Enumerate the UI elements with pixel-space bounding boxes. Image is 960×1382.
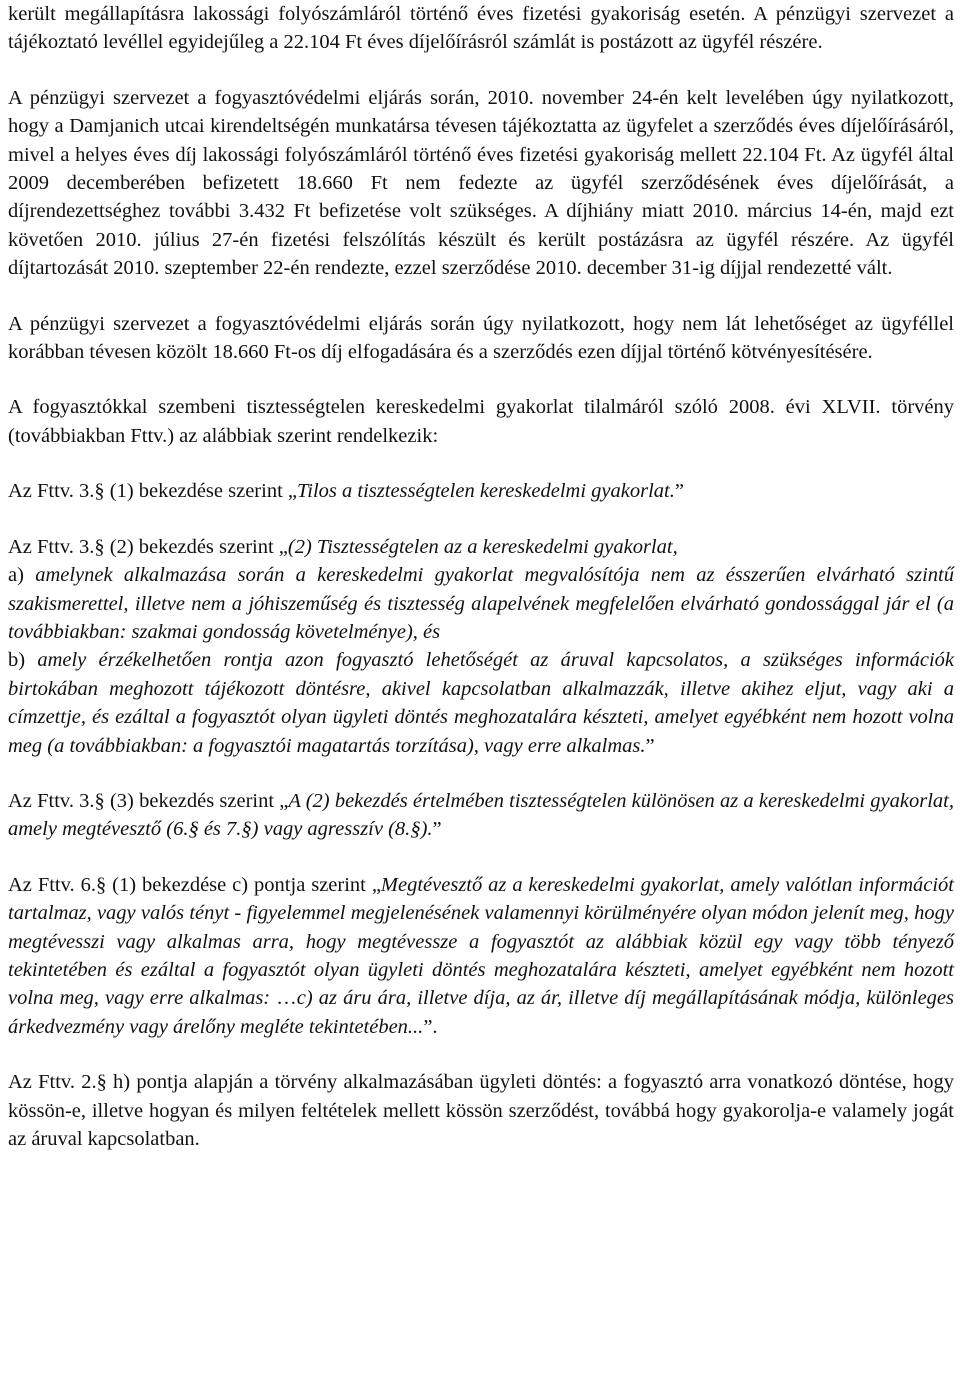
quote-fttv-3-2 bbox=[8, 533, 954, 760]
quote-fttv-3-1 bbox=[8, 477, 954, 505]
section-sign: § bbox=[94, 480, 105, 503]
law-reference: Az Fttv. 6. bbox=[8, 873, 96, 896]
point-a-text: amelynek alkalmazása során a kereskedelmi gyakorlat megvalósítója nem az ésszerűen elvárható szintű szakismerettel, illetve nem a jóhiszeműség és tisztesség alapelvének megfelelően elvárható gondossággal jár el (a továbbiakban: szakmai gondosság követelménye), és bbox=[8, 564, 954, 643]
close-quote: ” bbox=[645, 734, 655, 757]
paragraph-3: A pénzügyi szervezet a fogyasztóvédelmi eljárás során úgy nyilatkozott, hogy nem lát lehetőséget az ügyféllel korábban tévesen közölt 18.660 Ft-os díj elfogadására és a szerződés ezen díjjal történő kötvényesítésére. bbox=[8, 312, 954, 364]
paragraph-1: került megállapításra lakossági folyószámláról történő éves fizetési gyakoriság esetén. A pénzügyi szervezet a tájékoztató levéllel egyidejűleg a 22.104 Ft éves díjelőírásról számlát is postázott az ügyfél részére. bbox=[8, 3, 954, 54]
document-page bbox=[8, 0, 954, 1153]
section-sign: § bbox=[94, 535, 105, 558]
close-quote: ” bbox=[432, 818, 442, 841]
quote-text-part-1: Megtévesztő az a kereskedelmi gyakorlat, amely valótlan információt tartalmaz, vagy valós tényt - figyelemmel megjelenésének valamennyi körülményére olyan módon jelenít meg, hogy megtévesszi vagy alkalmas arra, hogy megtévessze a fogyasztót az alábbiak közül egy vagy több tényező tekintetében és ezáltal a fogyasztót olyan ügyleti döntés meghozatalára készteti, amelyet egyébként nem hozott volna meg, vagy erre alkalmas: bbox=[8, 873, 954, 1010]
open-quote: „ bbox=[371, 873, 381, 896]
law-reference-tail: (2) bekezdés szerint bbox=[104, 535, 279, 558]
law-reference: Az Fttv. 3. bbox=[8, 480, 95, 503]
point-a-label: a) bbox=[8, 564, 36, 587]
quote-fttv-3-3 bbox=[8, 787, 954, 844]
section-sign: § bbox=[410, 818, 421, 841]
quote-fttv-6-1-c bbox=[8, 871, 954, 1041]
point-b-text: amely érzékelhetően rontja azon fogyasztó lehetőségét az áruval kapcsolatos, a szükséges információk birtokában meghozott tájékozott döntésre, akivel kapcsolatban alkalmazzák, illetve akihez eljut, vagy aki a címzettje, és ezáltal a fogyasztót olyan ügyleti döntés meghozatalára készteti, amelyet egyébként nem hozott volna meg (a továbbiakban: a fogyasztói magatartás torzítása), vagy erre alkalmas. bbox=[8, 649, 955, 757]
law-reference-tail: (1) bekezdése szerint bbox=[104, 480, 288, 503]
paragraph-2: A pénzügyi szervezet a fogyasztóvédelmi eljárás során, 2010. november 24-én kelt levelében úgy nyilatkozott, hogy a Damjanich utcai kirendeltségén munkatársa tévesen tájékoztatta az ügyfelet a szerződés éves díjelőírásáról, mivel a helyes éves díj lakossági folyószámláról történő éves fizetési gyakoriság mellett 22.104 Ft. Az ügyfél által 2009 decemberében befizetett 18.660 Ft nem fedezte az ügyfél szerződésének éves díjelőírását, a díjrendezettséghez további 3.432 Ft befizetése volt szükséges. A díjhiány miatt 2010. március 14-én, majd ezt követően 2010. július 27-én fizetési felszólítás készült és került postázásra az ügyfél részére. Az ügyfél díjtartozását 2010. szeptember 22-én rendezte, ezzel szerződése 2010. december 31-ig díjjal rendezetté vált. bbox=[8, 86, 954, 280]
paragraph-fttv-2-h bbox=[8, 1068, 954, 1153]
quote-text-part-2: és 7. bbox=[198, 818, 242, 841]
open-quote: „ bbox=[278, 535, 288, 558]
paragraph-text: h) pontja alapján a törvény alkalmazásában ügyleti döntés: a fogyasztó arra vonatkozó döntése, hogy kössön-e, illetve hogyan és milyen feltételek mellett kössön szerződést, továbbá hogy gyakorolja-e valamely jogát az áruval kapcsolatban. bbox=[8, 1071, 954, 1150]
law-reference: Az Fttv. 3. bbox=[8, 535, 95, 558]
quote-text-part-4: ). bbox=[420, 818, 433, 841]
ellipsis: … bbox=[270, 987, 297, 1010]
law-reference: Az Fttv. 3. bbox=[8, 789, 95, 812]
law-reference-tail: (1) bekezdése c) pontja szerint bbox=[106, 873, 372, 896]
open-quote: „ bbox=[279, 789, 289, 812]
paragraph-4: A fogyasztókkal szembeni tisztességtelen kereskedelmi gyakorlat tilalmáról szóló 2008. évi XLVII. törvény (továbbiakban Fttv.) az alábbiak szerint rendelkezik: bbox=[8, 396, 954, 447]
law-reference-tail: (3) bekezdés szerint bbox=[104, 789, 280, 812]
section-sign: § bbox=[188, 818, 199, 841]
close-quote: ”. bbox=[423, 1015, 438, 1038]
section-sign: § bbox=[94, 789, 105, 812]
quote-text-part-2: c) az áru ára, illetve díja, az ár, illetve díj megállapításának módja, különleges árkedvezmény vagy árelőny megléte tekintetében... bbox=[8, 987, 954, 1038]
quote-text-part-1: A (2) bekezdés értelmében tisztességtelen különösen az a kereskedelmi gyakorlat, amely megtévesztő (6. bbox=[8, 789, 954, 841]
open-quote: „ bbox=[287, 480, 298, 503]
section-sign: § bbox=[241, 818, 252, 841]
section-sign: § bbox=[96, 873, 107, 896]
quote-text-part-3: ) vagy agresszív (8. bbox=[251, 818, 411, 841]
point-b-label: b) bbox=[8, 649, 38, 672]
close-quote: ” bbox=[674, 480, 684, 503]
section-sign: § bbox=[96, 1071, 107, 1094]
quote-intro-text: (2) Tisztességtelen az a kereskedelmi gyakorlat, bbox=[287, 535, 678, 558]
law-reference: Az Fttv. 2. bbox=[8, 1071, 97, 1094]
quote-text: Tilos a tisztességtelen kereskedelmi gyakorlat. bbox=[297, 480, 675, 503]
